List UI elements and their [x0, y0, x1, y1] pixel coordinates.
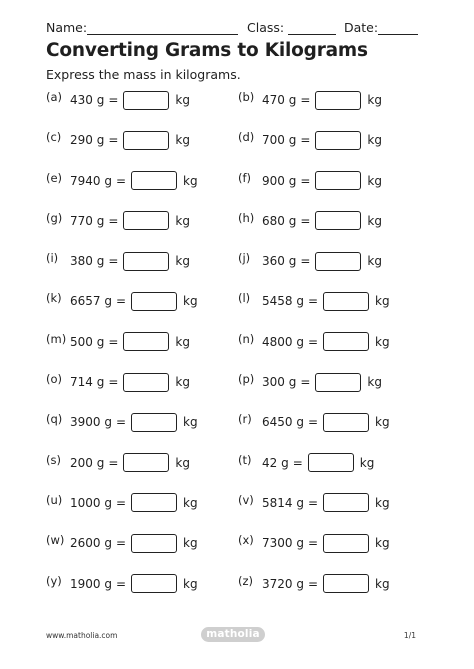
footer-url: www.matholia.com [46, 631, 118, 640]
equals-sign: = [115, 173, 127, 188]
answer-box[interactable] [315, 131, 361, 150]
unit-label: kg [183, 294, 198, 309]
name-field[interactable] [87, 34, 238, 35]
answer-box[interactable] [131, 493, 177, 512]
equals-sign: = [300, 173, 311, 188]
unit-label: kg [175, 93, 190, 107]
mass-value: 7300 g [262, 536, 304, 551]
question-label: (j) [238, 251, 251, 266]
question-row [46, 452, 426, 492]
unit-label: kg [375, 576, 390, 591]
mass-value: 770 g [70, 213, 105, 228]
logo-text: matholia [206, 628, 260, 640]
mass-value: 1000 g [70, 495, 112, 510]
unit-label: kg [175, 455, 190, 470]
unit-label: kg [367, 93, 382, 107]
answer-box[interactable] [323, 534, 369, 553]
question-label: (t) [238, 452, 252, 467]
question-row [46, 492, 426, 532]
answer-box[interactable] [315, 171, 361, 190]
question-item [238, 573, 390, 595]
mass-value: 6657 g [70, 294, 112, 309]
question-item [238, 371, 382, 393]
answer-box[interactable] [123, 211, 169, 230]
question-label: (l) [238, 291, 251, 306]
question-item [46, 573, 198, 595]
question-row [46, 170, 426, 210]
unit-label: kg [175, 213, 190, 228]
answer-box[interactable] [131, 413, 177, 432]
question-item [46, 89, 190, 111]
question-item [238, 452, 374, 474]
equals-sign: = [115, 576, 127, 591]
unit-label: kg [375, 294, 390, 309]
equals-sign: = [115, 415, 127, 430]
class-field[interactable] [288, 34, 336, 35]
question-item [238, 89, 382, 111]
answer-box[interactable] [123, 131, 169, 150]
equals-sign: = [307, 294, 319, 309]
equals-sign: = [115, 536, 127, 551]
equals-sign: = [108, 334, 119, 349]
question-label: (i) [46, 251, 59, 266]
question-item [238, 331, 390, 353]
equals-sign: = [307, 536, 319, 551]
unit-label: kg [183, 495, 198, 510]
mass-value: 7940 g [70, 173, 112, 188]
question-row [46, 371, 426, 411]
answer-box[interactable] [315, 252, 361, 271]
unit-label: kg [175, 254, 190, 269]
unit-label: kg [367, 133, 382, 148]
answer-box[interactable] [123, 332, 169, 351]
equals-sign: = [300, 254, 311, 269]
answer-box[interactable] [131, 171, 177, 190]
unit-label: kg [367, 254, 382, 269]
unit-label: kg [367, 213, 382, 228]
question-item [46, 170, 198, 192]
mass-value: 3720 g [262, 576, 304, 591]
question-label: (m) [46, 331, 67, 346]
equals-sign: = [300, 93, 311, 107]
question-label: (f) [238, 170, 252, 185]
mass-value: 1900 g [70, 576, 112, 591]
question-item [238, 532, 390, 554]
mass-value: 6450 g [262, 415, 304, 430]
answer-box[interactable] [131, 574, 177, 593]
question-label: (k) [46, 291, 62, 306]
question-item [46, 452, 190, 474]
equals-sign: = [108, 93, 119, 107]
mass-value: 3900 g [70, 415, 112, 430]
page-title: Converting Grams to Kilograms [46, 40, 368, 61]
question-item [238, 411, 390, 433]
equals-sign: = [300, 375, 311, 390]
question-row [46, 411, 426, 451]
answer-box[interactable] [323, 332, 369, 351]
question-label: (c) [46, 130, 62, 145]
question-row [46, 290, 426, 330]
question-item [46, 250, 190, 272]
unit-label: kg [375, 495, 390, 510]
equals-sign: = [108, 254, 119, 269]
question-item [46, 411, 198, 433]
question-item [238, 210, 382, 232]
mass-value: 42 g [262, 455, 289, 470]
mass-value: 5458 g [262, 294, 304, 309]
mass-value: 900 g [262, 173, 297, 188]
mass-value: 300 g [262, 375, 297, 390]
question-row [46, 573, 426, 613]
equals-sign: = [300, 213, 311, 228]
question-label: (g) [46, 210, 63, 225]
question-item [46, 331, 190, 353]
mass-value: 4800 g [262, 334, 304, 349]
equals-sign: = [108, 213, 119, 228]
unit-label: kg [183, 576, 198, 591]
question-label: (n) [238, 331, 255, 346]
equals-sign: = [307, 334, 319, 349]
date-label: Date: [344, 20, 379, 35]
mass-value: 500 g [70, 334, 105, 349]
question-item [46, 129, 190, 151]
instruction-text: Express the mass in kilograms. [46, 67, 241, 82]
question-item [238, 170, 382, 192]
mass-value: 2600 g [70, 536, 112, 551]
unit-label: kg [183, 536, 198, 551]
question-label: (u) [46, 492, 63, 507]
unit-label: kg [183, 173, 198, 188]
worksheet-header [46, 19, 418, 39]
question-label: (o) [46, 372, 63, 387]
mass-value: 5814 g [262, 495, 304, 510]
question-label: (r) [238, 412, 252, 427]
question-item [238, 250, 382, 272]
question-label: (y) [46, 573, 62, 588]
question-label: (w) [46, 533, 65, 548]
unit-label: kg [175, 375, 190, 390]
unit-label: kg [359, 455, 375, 470]
mass-value: 380 g [70, 254, 105, 269]
unit-label: kg [375, 536, 390, 551]
question-row [46, 250, 426, 290]
unit-label: kg [367, 173, 382, 188]
equals-sign: = [307, 495, 319, 510]
mass-value: 700 g [262, 133, 297, 148]
mass-value: 430 g [70, 93, 105, 107]
matholia-logo [201, 627, 265, 642]
mass-value: 714 g [70, 375, 105, 390]
page-number: 1/1 [403, 631, 416, 640]
equals-sign: = [108, 133, 119, 148]
equals-sign: = [300, 133, 311, 148]
question-row [46, 129, 426, 169]
answer-box[interactable] [123, 252, 169, 271]
mass-value: 360 g [262, 254, 297, 269]
mass-value: 200 g [70, 455, 105, 470]
equals-sign: = [108, 455, 119, 470]
class-label: Class: [247, 20, 285, 35]
answer-box[interactable] [308, 453, 354, 472]
question-item [46, 290, 198, 312]
question-label: (p) [238, 372, 255, 387]
unit-label: kg [375, 415, 390, 430]
question-label: (v) [238, 492, 254, 507]
mass-value: 680 g [262, 213, 297, 228]
question-item [46, 371, 190, 393]
answer-box[interactable] [323, 574, 369, 593]
answer-box[interactable] [123, 453, 169, 472]
question-label: (d) [238, 130, 255, 145]
question-item [238, 290, 390, 312]
question-label: (e) [46, 170, 63, 185]
question-label: (s) [46, 452, 61, 467]
question-item [238, 492, 390, 514]
question-item [238, 129, 382, 151]
question-item [46, 532, 198, 554]
unit-label: kg [375, 334, 390, 349]
question-label: (q) [46, 412, 63, 427]
answer-box[interactable] [123, 91, 169, 110]
answer-box[interactable] [131, 534, 177, 553]
answer-box[interactable] [323, 493, 369, 512]
question-item [46, 492, 198, 514]
answer-box[interactable] [323, 413, 369, 432]
question-row [46, 89, 426, 129]
equals-sign: = [115, 294, 127, 309]
unit-label: kg [183, 415, 198, 430]
answer-box[interactable] [315, 373, 361, 392]
unit-label: kg [367, 375, 382, 390]
question-label: (x) [238, 533, 254, 548]
equals-sign: = [115, 495, 127, 510]
unit-label: kg [175, 133, 190, 148]
question-label: (b) [238, 90, 255, 104]
question-row [46, 210, 426, 250]
question-item [46, 210, 190, 232]
question-label: (h) [238, 210, 255, 225]
answer-box[interactable] [315, 91, 361, 110]
question-row [46, 331, 426, 371]
answer-box[interactable] [315, 211, 361, 230]
question-label: (a) [46, 90, 63, 104]
question-label: (z) [238, 573, 254, 588]
answer-box[interactable] [131, 292, 177, 311]
unit-label: kg [175, 334, 190, 349]
mass-value: 470 g [262, 93, 297, 107]
question-grid [46, 89, 426, 613]
equals-sign: = [307, 415, 319, 430]
date-field[interactable] [378, 34, 418, 35]
answer-box[interactable] [323, 292, 369, 311]
question-row [46, 532, 426, 572]
name-label: Name: [46, 20, 88, 35]
equals-sign: = [292, 455, 303, 470]
equals-sign: = [108, 375, 119, 390]
answer-box[interactable] [123, 373, 169, 392]
mass-value: 290 g [70, 133, 105, 148]
equals-sign: = [307, 576, 319, 591]
